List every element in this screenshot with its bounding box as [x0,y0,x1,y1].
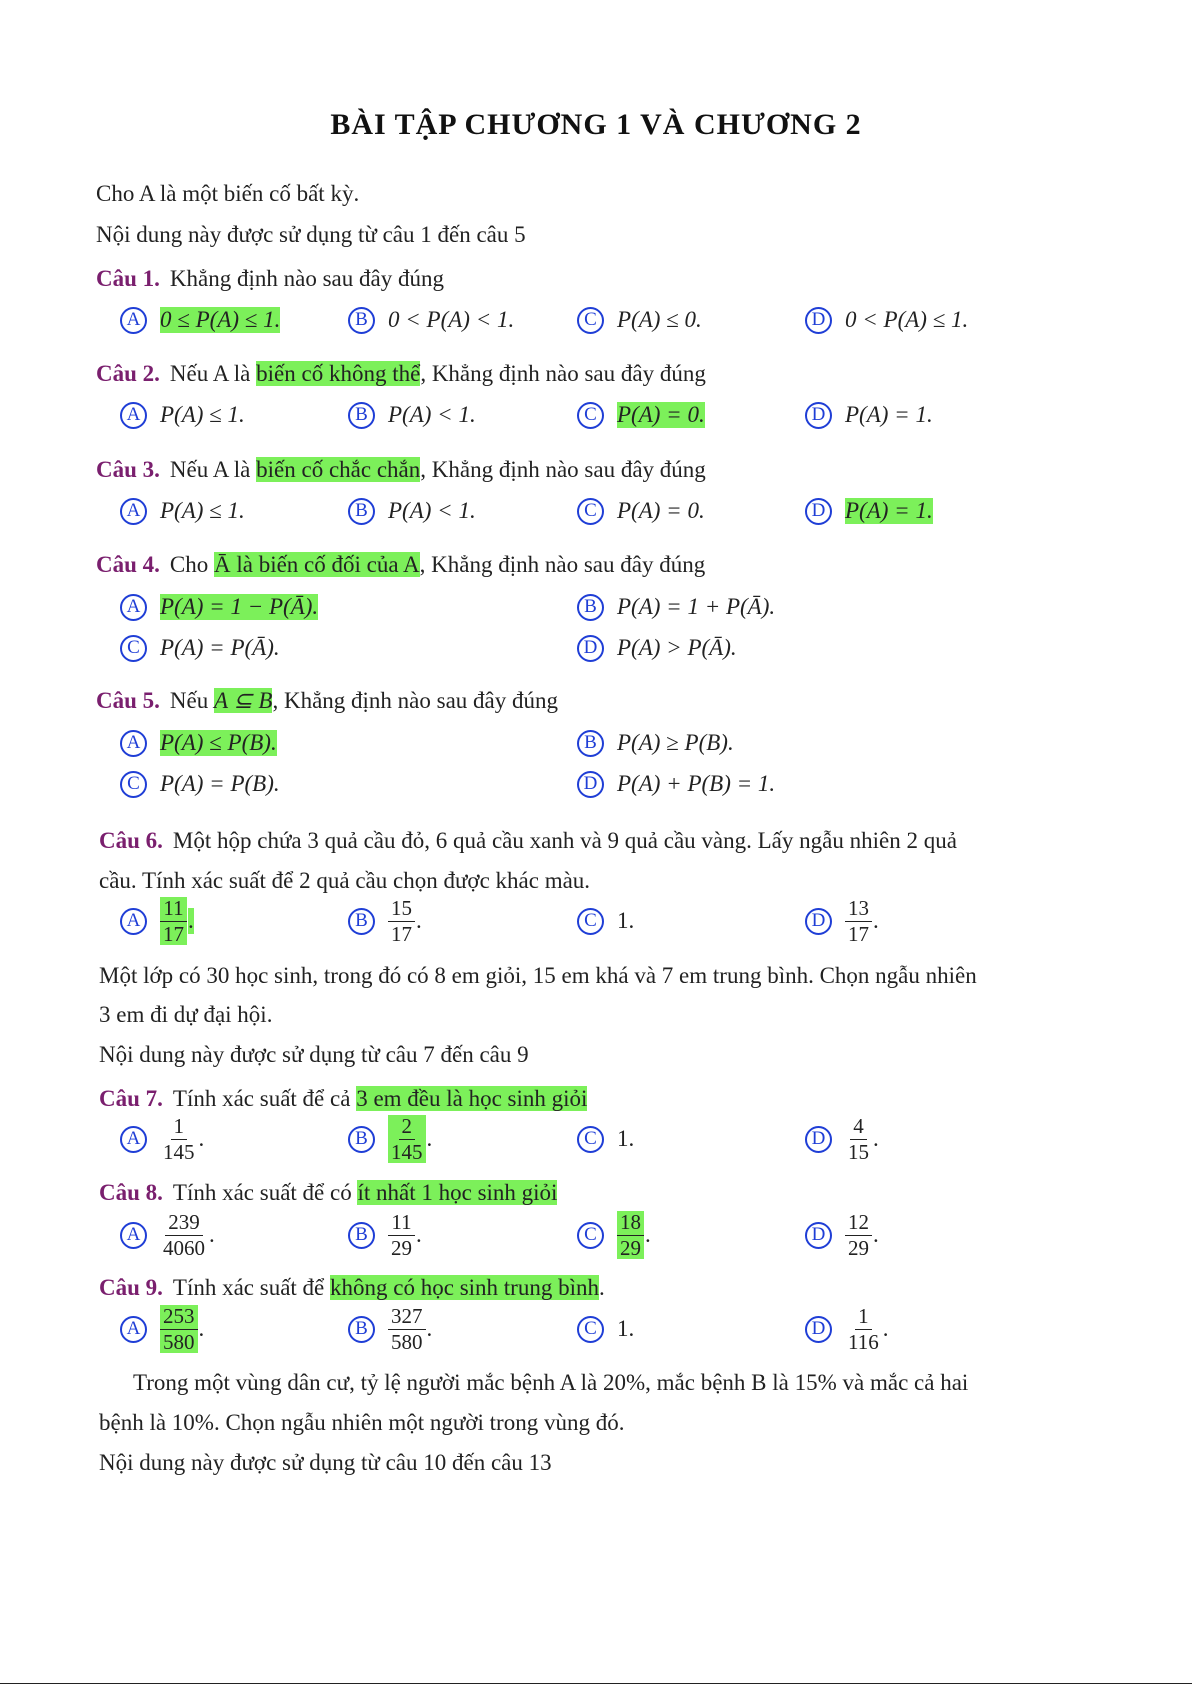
question-text-tail: , Khẳng định nào sau đây đúng [419,552,706,577]
q6-option-c[interactable] [577,901,634,941]
context-2-line-1: Một lớp có 30 học sinh, trong đó có 8 em giỏi, 15 em khá và 7 em trung bình. Chọn ngẫu nhiên [99,963,977,988]
option-text: P(A) ≤ 0. [617,307,702,332]
option-letter-circle: B [348,1222,375,1249]
numerator: 11 [388,1211,414,1235]
q8-option-b[interactable]: B $\frac{11}{29}$ . [348,1215,422,1255]
denominator: 580 [391,1329,423,1354]
numerator: 12 [845,1211,872,1235]
page-title: BÀI TẬP CHƯƠNG 1 VÀ CHƯƠNG 2 [330,108,862,141]
q7-option-b[interactable]: B $\frac{2}{145}$ . [348,1119,432,1159]
denominator: 29 [848,1235,869,1260]
fraction [388,1211,415,1258]
option-letter-circle: C [577,908,604,935]
question-7 [99,1086,587,1112]
denominator: 15 [848,1139,869,1164]
option-text: P(A) = 0. [617,498,705,523]
question-5 [96,688,558,714]
denominator: 145 [163,1139,195,1164]
denominator: 116 [848,1329,879,1354]
numerator: 327 [388,1305,426,1329]
option-text: P(A) < 1. [388,498,476,523]
question-text: Một hộp chứa 3 quả cầu đỏ, 6 quả cầu xanh và 9 quả cầu vàng. Lấy ngẫu nhiên 2 quả [172,828,957,853]
question-text-tail: , Khẳng định nào sau đây đúng [272,688,558,713]
numerator: 15 [388,897,415,921]
denominator: 29 [391,1235,412,1260]
option-letter-circle: A [120,1126,147,1153]
question-6-line-2: cầu. Tính xác suất để 2 quả cầu chọn được khác màu. [99,868,591,893]
option-letter-circle: D [805,1222,832,1249]
option-letter-circle: D [805,1126,832,1153]
question-text: Khẳng định nào sau đây đúng [169,266,444,291]
option-letter-circle: A [120,908,147,935]
q3-option-b[interactable] [348,491,476,531]
fraction [845,1305,882,1352]
q4-option-a[interactable] [120,587,318,627]
q1-option-d[interactable] [805,300,968,340]
option-text: P(A) ≥ P(B). [617,730,734,755]
option-text: 1. [617,1126,635,1151]
fraction [388,897,415,944]
option-letter-circle: A [120,402,147,429]
question-text-tail: , Khẳng định nào sau đây đúng [420,361,706,386]
q8-option-c[interactable]: C $\frac{18}{29}$ . [577,1215,651,1255]
q1-option-b[interactable] [348,300,514,340]
option-letter-circle: D [805,402,832,429]
option-text: P(A) = P(B). [160,771,280,796]
q1-option-a[interactable] [120,300,280,340]
q5-option-d[interactable] [577,764,775,804]
option-text: P(A) + P(B) = 1. [617,771,776,796]
question-text: Cho [169,552,209,577]
q5-option-c[interactable] [120,764,280,804]
question-text-tail: , Khẳng định nào sau đây đúng [420,457,706,482]
q6-option-a[interactable]: A $\frac{11}{17}$ . [120,901,194,941]
q2-option-c[interactable] [577,395,705,435]
q6-option-b[interactable]: B $\frac{15}{17}$ . [348,901,422,941]
option-letter-circle: C [120,635,147,662]
denominator: 4060 [163,1235,205,1260]
q8-option-a[interactable]: A $\frac{239}{4060}$ . [120,1215,215,1255]
option-letter-circle: A [120,594,147,621]
highlighted-text: ít nhất 1 học sinh giỏi [357,1180,558,1205]
denominator: 17 [391,921,412,946]
option-letter-circle: A [120,1316,147,1343]
highlighted-text: biến cố chắc chắn [256,457,421,482]
highlighted-text: 3 em đều là học sinh giỏi [356,1086,588,1111]
q9-option-c[interactable] [577,1309,634,1349]
question-label: Câu 6. [99,828,163,853]
question-6 [99,828,957,854]
q7-option-c[interactable] [577,1119,634,1159]
q8-option-d[interactable]: D $\frac{12}{29}$ . [805,1215,879,1255]
option-letter-circle: D [577,635,604,662]
highlighted-text: Ā là biến cố đối của A [214,552,420,577]
question-label: Câu 1. [96,266,160,291]
option-letter-circle: C [577,1222,604,1249]
option-letter-circle: C [577,402,604,429]
q9-option-d[interactable]: D $\frac{1}{116}$ . [805,1309,888,1349]
question-text: Nếu [169,688,209,713]
option-text: P(A) ≤ P(B). [160,730,277,755]
option-text: 0 < P(A) < 1. [388,307,515,332]
option-letter-circle: B [348,1126,375,1153]
question-3 [96,457,706,483]
q7-option-d[interactable]: D $\frac{4}{15}$ . [805,1119,879,1159]
highlighted-text: không có học sinh trung bình [330,1275,599,1300]
option-text: 0 < P(A) ≤ 1. [845,307,969,332]
question-text: Tính xác suất để có [172,1180,352,1205]
highlighted-text: biến cố không thể [256,361,421,386]
numerator: 13 [845,897,872,921]
option-text: 1. [617,1316,635,1341]
option-letter-circle: D [805,908,832,935]
option-letter-circle: B [348,498,375,525]
fraction [160,1115,198,1162]
context-3-line-3: Nội dung này được sử dụng từ câu 10 đến câu 13 [99,1450,552,1475]
option-text: P(A) = 0. [617,402,705,427]
context-2-line-2: 3 em đi dự đại hội. [99,1002,273,1027]
q4-option-b[interactable] [577,587,775,627]
option-text: P(A) = 1 + P(Ā). [617,594,776,619]
option-text: 0 ≤ P(A) ≤ 1. [160,307,281,332]
context-2-line-3: Nội dung này được sử dụng từ câu 7 đến câu 9 [99,1042,529,1067]
question-2 [96,361,706,387]
option-letter-circle: B [348,908,375,935]
q7-option-a[interactable]: A $\frac{1}{145}$ . [120,1119,204,1159]
question-text-tail: . [598,1275,605,1300]
intro-line-2: Nội dung này được sử dụng từ câu 1 đến câu 5 [96,222,526,247]
q3-option-d[interactable] [805,491,933,531]
option-text: P(A) = 1. [845,402,933,427]
question-1 [96,266,444,292]
question-label: Câu 3. [96,457,160,482]
q6-option-d[interactable]: D $\frac{13}{17}$ . [805,901,879,941]
fraction [388,1115,426,1162]
denominator: 17 [848,921,869,946]
q4-option-d[interactable] [577,628,737,668]
q3-option-a[interactable] [120,491,245,531]
q4-option-c[interactable] [120,628,280,668]
question-4 [96,552,705,578]
question-label: Câu 9. [99,1275,163,1300]
option-letter-circle: D [805,1316,832,1343]
q2-option-b[interactable] [348,395,476,435]
denominator: 580 [163,1329,195,1354]
q9-option-a[interactable]: A $\frac{253}{580}$ . [120,1309,204,1349]
numerator: 1 [855,1305,872,1329]
question-label: Câu 8. [99,1180,163,1205]
option-text: P(A) = 1. [845,498,933,523]
option-letter-circle: A [120,498,147,525]
page-bottom-rule [0,1683,1192,1684]
context-3-line-2: bệnh là 10%. Chọn ngẫu nhiên một người trong vùng đó. [99,1410,625,1435]
option-letter-circle: D [805,307,832,334]
question-text: Nếu A là [169,457,251,482]
question-label: Câu 4. [96,552,160,577]
highlighted-text: A ⊆ B [213,688,273,713]
option-letter-circle: C [120,771,147,798]
numerator: 1 [171,1115,188,1139]
option-text: 1. [617,908,635,933]
question-8 [99,1180,557,1206]
option-text: P(A) = 1 − P(Ā). [160,594,319,619]
numerator: 18 [617,1211,644,1235]
numerator: 239 [165,1211,203,1235]
question-text: Nếu A là [169,361,251,386]
option-letter-circle: D [805,498,832,525]
question-label: Câu 2. [96,361,160,386]
context-3-line-1: Trong một vùng dân cư, tỷ lệ người mắc bệnh A là 20%, mắc bệnh B là 15% và mắc cả hai [133,1370,969,1395]
q9-option-b[interactable]: B $\frac{327}{580}$ . [348,1309,432,1349]
fraction [845,1115,872,1162]
fraction [388,1305,426,1352]
numerator: 11 [160,897,186,921]
option-letter-circle: C [577,1126,604,1153]
q2-option-a[interactable] [120,395,245,435]
option-letter-circle: A [120,307,147,334]
option-letter-circle: C [577,498,604,525]
option-letter-circle: C [577,1316,604,1343]
question-text: Tính xác suất để cả [172,1086,351,1111]
option-text: P(A) > P(Ā). [617,635,737,660]
option-letter-circle: D [577,771,604,798]
denominator: 29 [620,1235,641,1260]
question-label: Câu 5. [96,688,160,713]
option-text: P(A) ≤ 1. [160,498,245,523]
option-letter-circle: A [120,1222,147,1249]
option-letter-circle: A [120,730,147,757]
option-letter-circle: B [577,594,604,621]
q5-option-b[interactable] [577,723,734,763]
question-label: Câu 7. [99,1086,163,1111]
numerator: 253 [160,1305,198,1329]
question-text: Tính xác suất để [172,1275,325,1300]
option-letter-circle: C [577,307,604,334]
numerator: 2 [399,1115,416,1139]
option-letter-circle: B [348,1316,375,1343]
denominator: 17 [163,921,184,946]
question-9 [99,1275,605,1301]
option-text: P(A) = P(Ā). [160,635,280,660]
fraction [617,1211,644,1258]
fraction [845,1211,872,1258]
numerator: 4 [850,1115,867,1139]
fraction [160,1211,208,1258]
q1-option-c[interactable] [577,300,702,340]
option-letter-circle: B [577,730,604,757]
option-letter-circle: B [348,402,375,429]
q3-option-c[interactable] [577,491,705,531]
denominator: 145 [391,1139,423,1164]
fraction [160,1305,198,1352]
option-text: P(A) < 1. [388,402,476,427]
fraction [160,897,187,944]
option-text: P(A) ≤ 1. [160,402,245,427]
option-letter-circle: B [348,307,375,334]
q5-option-a[interactable] [120,723,277,763]
intro-line-1: Cho A là một biến cố bất kỳ. [96,181,360,206]
fraction [845,897,872,944]
q2-option-d[interactable] [805,395,933,435]
